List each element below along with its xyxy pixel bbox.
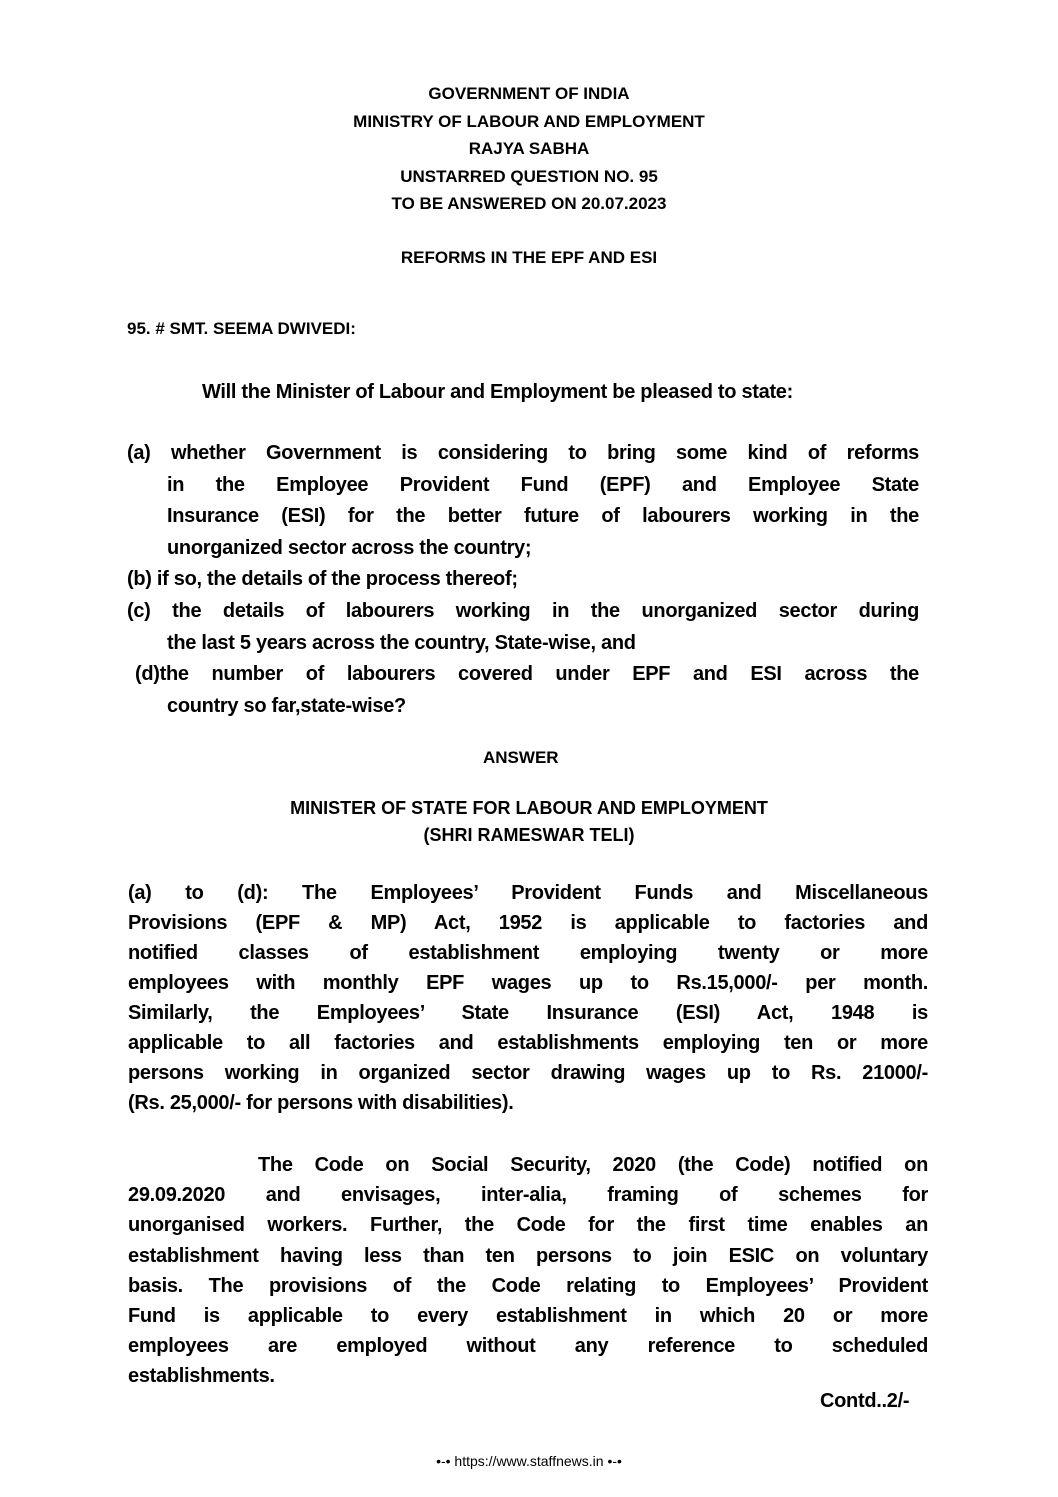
- header-line: GOVERNMENT OF INDIA: [428, 84, 630, 103]
- question-intro: Will the Minister of Labour and Employment be pleased to state:: [202, 381, 793, 403]
- header-line: RAJYA SABHA: [468, 139, 590, 158]
- minister-name: (SHRI RAMESWAR TELI): [423, 825, 635, 845]
- answer-paragraph-1: [128, 878, 928, 1118]
- question-c: (c) the details of labourers working in the unorganized sector during: [127, 599, 919, 622]
- question-a: unorganized sector across the country;: [167, 536, 532, 559]
- paragraph-line: (Rs. 25,000/- for persons with disabilities).: [128, 1092, 514, 1114]
- questioner: 95. # SMT. SEEMA DWIVEDI:: [127, 319, 356, 338]
- paragraph-line: establishments.: [128, 1365, 275, 1388]
- answer-heading: ANSWER: [483, 748, 559, 767]
- question-d: (d)the number of labourers covered under EPF and ESI across the: [135, 663, 919, 686]
- paragraph-line: Similarly, the Employees’ State Insurance (ESI) Act, 1948 is: [128, 1002, 928, 1024]
- minister-title: MINISTER OF STATE FOR LABOUR AND EMPLOYMENT: [290, 798, 768, 818]
- continued-marker: Contd..2/-: [820, 1390, 910, 1412]
- paragraph-line: applicable to all factories and establishments employing ten or more: [128, 1032, 928, 1054]
- question-a: Insurance (ESI) for the better future of labourers working in the: [167, 505, 919, 528]
- questions-list: [127, 438, 919, 722]
- paragraph-line: employees with monthly EPF wages up to Rs.15,000/- per month.: [128, 972, 928, 994]
- paragraph-line: The Code on Social Security, 2020 (the Code) notified on: [258, 1154, 928, 1176]
- header-line: UNSTARRED QUESTION NO. 95: [400, 166, 658, 186]
- paragraph-line: employees are employed without any reference to scheduled: [128, 1335, 928, 1358]
- paragraph-line: notified classes of establishment employing twenty or more: [128, 942, 928, 964]
- footer-url: •-• https://www.staffnews.in •-•: [436, 1453, 622, 1469]
- paragraph-line: persons working in organized sector drawing wages up to Rs. 21000/-: [128, 1062, 928, 1084]
- document-header: [0, 80, 1058, 218]
- header-line: MINISTRY OF LABOUR AND EMPLOYMENT: [353, 111, 705, 131]
- document-title: REFORMS IN THE EPF AND ESI: [400, 248, 658, 267]
- paragraph-line: (a) to (d): The Employees’ Provident Funds and Miscellaneous: [128, 882, 928, 904]
- paragraph-line: basis. The provisions of the Code relating to Employees’ Provident: [128, 1274, 928, 1297]
- question-a: (a) whether Government is considering to bring some kind of reforms: [127, 442, 919, 464]
- question-b: (b) if so, the details of the process thereof;: [127, 568, 518, 591]
- answer-paragraph-2: [128, 1150, 928, 1392]
- question-a: in the Employee Provident Fund (EPF) and Employee State: [167, 473, 919, 496]
- paragraph-line: Provisions (EPF & MP) Act, 1952 is applicable to factories and: [128, 912, 928, 934]
- question-d: country so far,state-wise?: [167, 694, 406, 717]
- paragraph-line: establishment having less than ten persons to join ESIC on voluntary: [128, 1244, 928, 1267]
- paragraph-line: unorganised workers. Further, the Code for the first time enables an: [128, 1214, 928, 1237]
- question-c: the last 5 years across the country, State-wise, and: [167, 631, 636, 654]
- paragraph-line: 29.09.2020 and envisages, inter-alia, framing of schemes for: [128, 1184, 928, 1207]
- header-line: TO BE ANSWERED ON 20.07.2023: [391, 194, 667, 213]
- paragraph-line: Fund is applicable to every establishment in which 20 or more: [128, 1305, 928, 1328]
- minister-block: [0, 795, 1058, 849]
